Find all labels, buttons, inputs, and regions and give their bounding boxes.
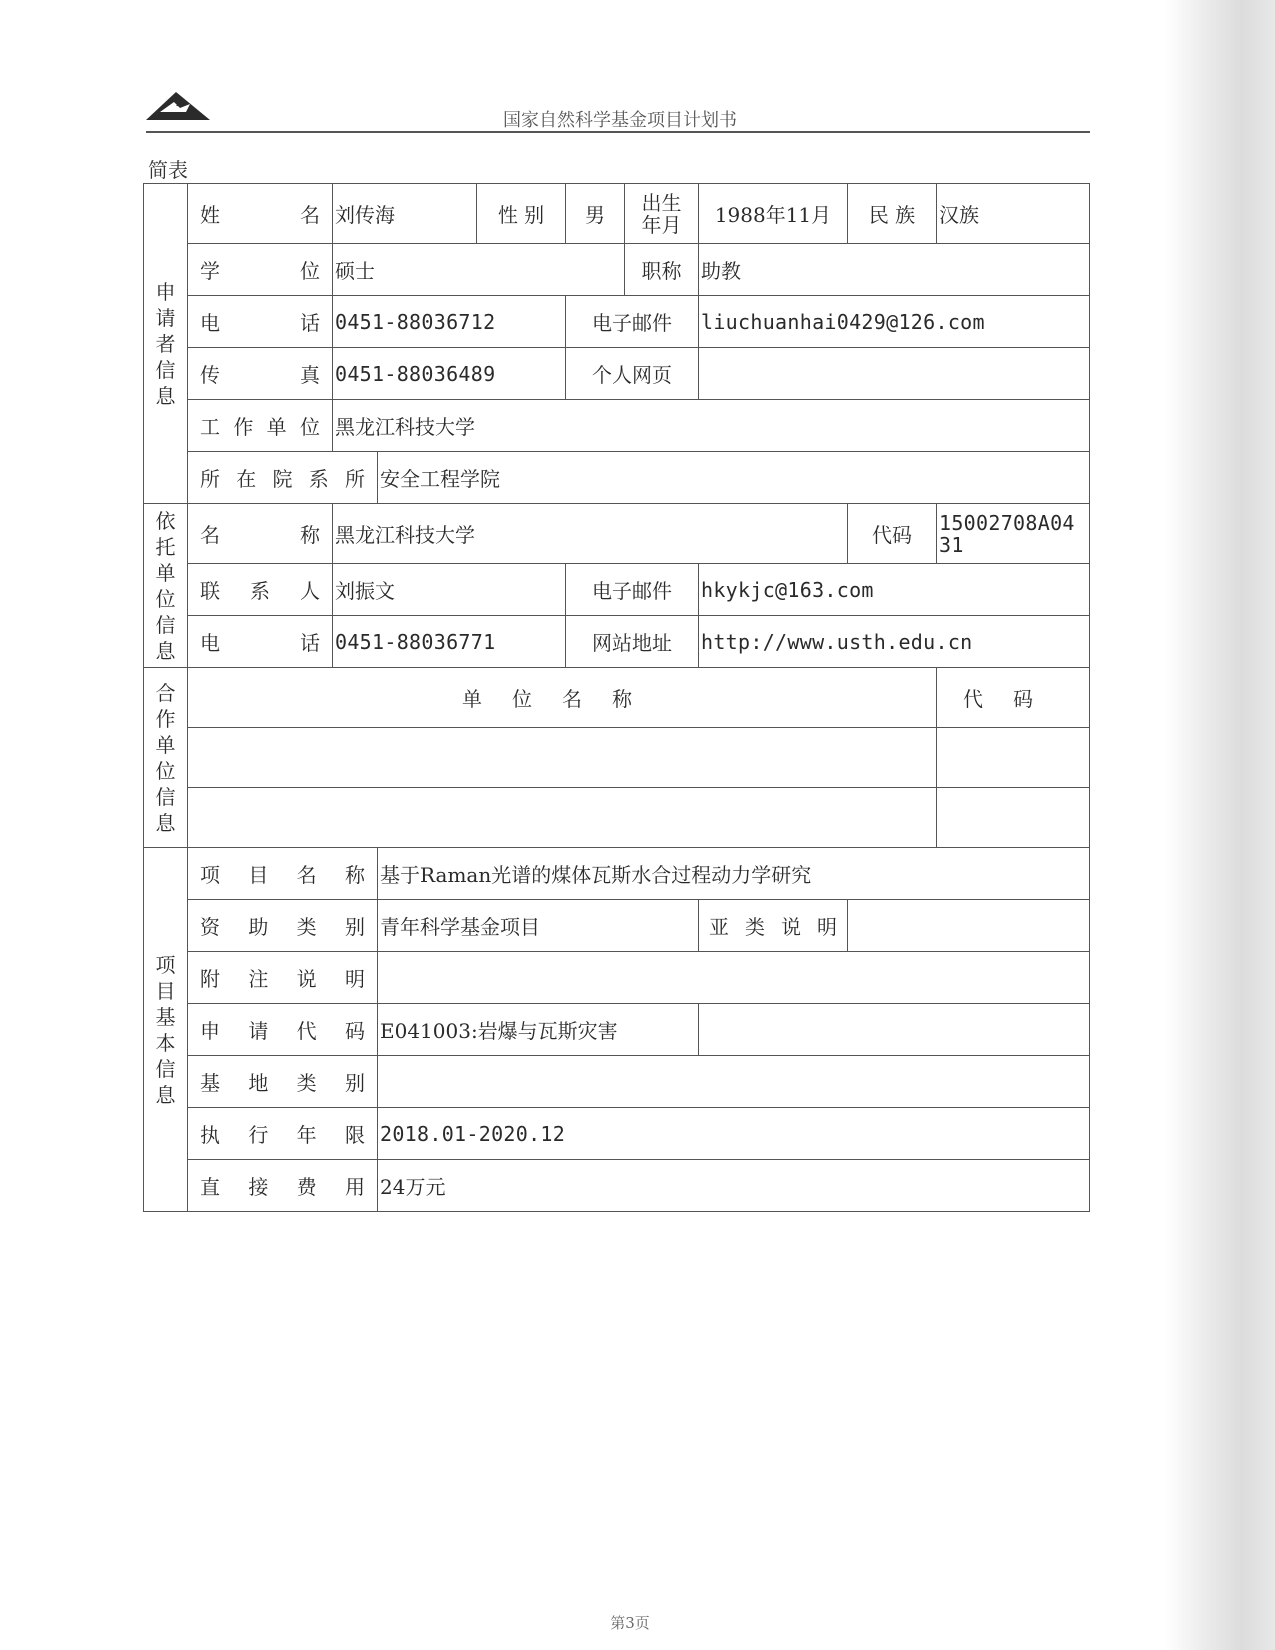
funding-label: 资助类别 xyxy=(188,900,378,952)
phone-label: 电话 xyxy=(188,296,333,348)
applicant-side-label: 申请者信息 xyxy=(144,184,188,504)
table-row xyxy=(144,900,1090,952)
code-label: 申请代码 xyxy=(188,1004,378,1056)
dept-value: 安全工程学院 xyxy=(378,452,1090,504)
period-label: 执行年限 xyxy=(188,1108,378,1160)
table-row xyxy=(144,504,1090,564)
table-row xyxy=(144,848,1090,900)
cost-label: 直接费用 xyxy=(188,1160,378,1212)
host-name-label: 名称 xyxy=(188,504,333,564)
notes-value xyxy=(378,952,1090,1004)
table-row xyxy=(144,452,1090,504)
host-email-label: 电子邮件 xyxy=(566,564,699,616)
homepage-value xyxy=(699,348,1090,400)
summary-table xyxy=(143,183,1090,1212)
host-phone-label: 电话 xyxy=(188,616,333,668)
host-email-value: hkykjc@163.com xyxy=(699,564,1090,616)
table-row xyxy=(144,348,1090,400)
email-label: 电子邮件 xyxy=(566,296,699,348)
project-title-value: 基于Raman光谱的煤体瓦斯水合过程动力学研究 xyxy=(378,848,1090,900)
scan-edge-shadow xyxy=(1165,0,1275,1650)
table-row xyxy=(144,400,1090,452)
cost-value: 24万元 xyxy=(378,1160,1090,1212)
page-number: 第3页 xyxy=(610,1614,650,1632)
table-row xyxy=(144,1108,1090,1160)
notes-label: 附注说明 xyxy=(188,952,378,1004)
project-side-label: 项目基本信息 xyxy=(144,848,188,1212)
unit-label: 工作单位 xyxy=(188,400,333,452)
table-row xyxy=(144,184,1090,244)
table-row xyxy=(144,788,1090,848)
code-extra-cell xyxy=(699,1004,1090,1056)
degree-label: 学位 xyxy=(188,244,333,296)
title-label: 职称 xyxy=(625,244,699,296)
birth-value: 1988年11月 xyxy=(699,184,848,244)
table-row xyxy=(144,668,1090,728)
host-website-value: http://www.usth.edu.cn xyxy=(699,616,1090,668)
phone-value: 0451-88036712 xyxy=(333,296,566,348)
header-rule xyxy=(146,131,1090,133)
coop-code-value xyxy=(937,728,1090,788)
host-code-label: 代码 xyxy=(848,504,937,564)
name-label: 姓名 xyxy=(188,184,333,244)
host-contact-label: 联系人 xyxy=(188,564,333,616)
gender-label: 性 别 xyxy=(477,184,566,244)
fax-label: 传真 xyxy=(188,348,333,400)
code-value: E041003:岩爆与瓦斯灾害 xyxy=(378,1004,699,1056)
table-row xyxy=(144,244,1090,296)
table-row xyxy=(144,564,1090,616)
coop-code-value xyxy=(937,788,1090,848)
host-contact-value: 刘振文 xyxy=(333,564,566,616)
header-title: 国家自然科学基金项目计划书 xyxy=(503,110,737,131)
coop-name-header: 单位名称 xyxy=(188,668,937,728)
table-row xyxy=(144,952,1090,1004)
base-value xyxy=(378,1056,1090,1108)
coop-name-value xyxy=(188,728,937,788)
table-row xyxy=(144,616,1090,668)
dept-label: 所在院系所 xyxy=(188,452,378,504)
table-row xyxy=(144,728,1090,788)
host-code-value: 15002708A0431 xyxy=(937,504,1090,564)
title-value: 助教 xyxy=(699,244,1090,296)
gender-value: 男 xyxy=(566,184,625,244)
coop-name-value xyxy=(188,788,937,848)
table-row xyxy=(144,1056,1090,1108)
table-row xyxy=(144,1160,1090,1212)
subcat-value xyxy=(848,900,1090,952)
coop-code-header: 代码 xyxy=(937,668,1090,728)
email-value: liuchuanhai0429@126.com xyxy=(699,296,1090,348)
name-value: 刘传海 xyxy=(333,184,477,244)
birth-label: 出生年月 xyxy=(625,184,699,244)
coop-side-label: 合作单位信息 xyxy=(144,668,188,848)
mountain-logo-icon xyxy=(146,90,210,122)
ethnicity-label: 民 族 xyxy=(848,184,937,244)
period-value: 2018.01-2020.12 xyxy=(378,1108,1090,1160)
subcat-label: 亚类说明 xyxy=(699,900,848,952)
homepage-label: 个人网页 xyxy=(566,348,699,400)
host-website-label: 网站地址 xyxy=(566,616,699,668)
table-row xyxy=(144,296,1090,348)
table-row xyxy=(144,1004,1090,1056)
section-title: 简表 xyxy=(148,158,188,182)
funding-value: 青年科学基金项目 xyxy=(378,900,699,952)
degree-value: 硕士 xyxy=(333,244,625,296)
base-label: 基地类别 xyxy=(188,1056,378,1108)
host-name-value: 黑龙江科技大学 xyxy=(333,504,848,564)
fax-value: 0451-88036489 xyxy=(333,348,566,400)
host-phone-value: 0451-88036771 xyxy=(333,616,566,668)
ethnicity-value: 汉族 xyxy=(937,184,1090,244)
host-side-label: 依托单位信息 xyxy=(144,504,188,668)
unit-value: 黑龙江科技大学 xyxy=(333,400,1090,452)
project-title-label: 项目名称 xyxy=(188,848,378,900)
